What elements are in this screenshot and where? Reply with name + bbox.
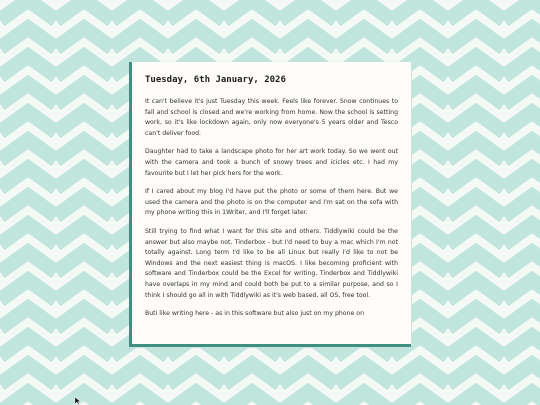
mouse-pointer-icon bbox=[74, 396, 83, 405]
post-paragraph: It can't believe it's just Tuesday this week. Feels like forever. Snow continues to fall and school is closed and we're working from home. Now the school is setting work, so it's like lockdown again, only now everyone's 5 years older and Tesco can't deliver food. bbox=[145, 98, 398, 137]
post-date-heading: Tuesday, 6th January, 2026 bbox=[145, 75, 286, 85]
post-paragraph: Still trying to find what I want for this site and others. Tiddlywiki could be the answer but also maybe not. Tinderbox - but I'd need to buy a mac which I'm not totally against. Long term I'd like to be all Linux but really I'd like to not be Windows and the next easiest thing is macOS. I like becoming proficient with software and Tinderbox could be the Excel for writing. Tinderbox and Tiddlywiki have overlaps in my mind and could both be put to a similar purpose, and so I think I should go all in with Tiddlywiki as it's web based, all OS, free tool. bbox=[145, 227, 398, 299]
post-content bbox=[132, 62, 411, 320]
blog-post-card bbox=[129, 62, 411, 347]
post-paragraph: If I cared about my blog I'd have put the photo or some of them here. But we used the camera and the photo is on the computer and I'm sat on the sofa with my phone writing this in 1Writer, and I'll forget later. bbox=[145, 188, 398, 217]
post-paragraph: Buti like writing here - as in this software but also just on my phone on bbox=[145, 310, 364, 318]
post-paragraph: Daughter had to take a landscape photo for her art work today. So we went out with the camera and took a bunch of snowy trees and icicles etc. I had my favourite but I let her pick hers for the work. bbox=[145, 148, 398, 177]
